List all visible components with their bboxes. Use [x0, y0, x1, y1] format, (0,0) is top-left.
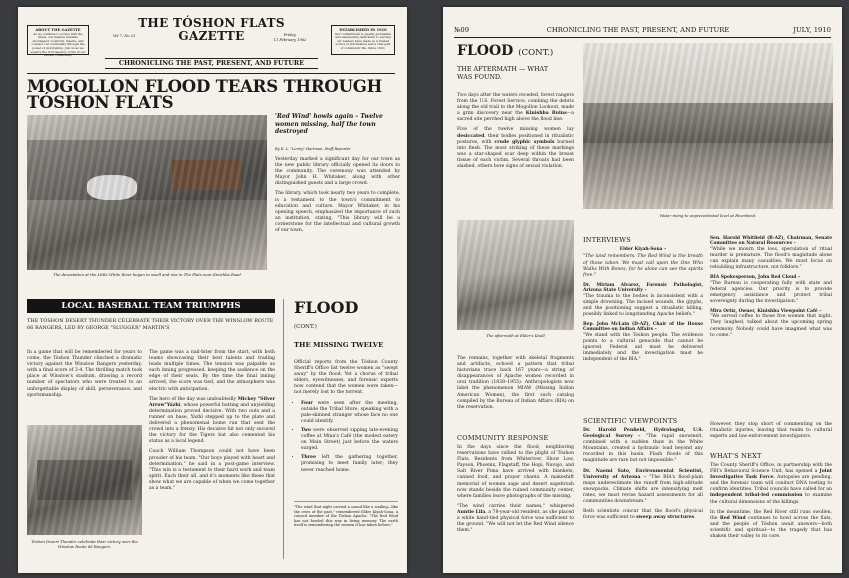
scientists-concur-end: .	[694, 515, 696, 521]
issue-date	[270, 33, 310, 42]
whats-next-p1-start: The County Sheriff's Office, in partnership with the FBI's Behavioral Science Unit, has opened a	[710, 463, 832, 475]
flood-subtitle-line1: THE AFTERMATH — WHAT	[457, 65, 549, 73]
mclain-quote: "We stand with the Tóshon people. The evidence points to a cultural genocide that cannot be ignored. Federal aid must be delivered immediately and the investigation must be independent of the BIA."	[583, 332, 703, 363]
baseball-col2-p2-lead: The hero of the day was undoubtedly	[149, 396, 237, 402]
flood-headline-line2: TÓSHON FLATS	[27, 93, 174, 112]
community-quote-end: , a 78-year-old resident, as she placed a white hand-tied physical force was sufficient to the ground. "We will not let the Red Wind silence them."	[457, 509, 574, 534]
established-box-title: ESTABLISHED IN 1910	[339, 28, 387, 32]
flood-photo-hill	[27, 140, 267, 200]
flood-cont-body	[294, 360, 398, 477]
tribal-commission: independent tribal-led commission	[710, 493, 803, 499]
flood-photo-building	[172, 160, 242, 190]
flood-title-cont: (CONT.)	[518, 48, 554, 58]
flood-subtitle	[457, 65, 577, 81]
baseball-col2	[149, 350, 275, 496]
aftermath-glyphs: crude glyphic symbols	[494, 139, 555, 145]
page-tagline: CHRONICLING THE PAST, PRESENT, AND FUTURE	[546, 26, 730, 34]
left-page	[18, 7, 407, 573]
baseball-photo	[27, 425, 142, 535]
aftermath-p1-end: —a sacred site perched high above the flood line.	[457, 111, 574, 123]
however-body	[710, 422, 832, 444]
community-p1: In the days since the flood, neighboring reservations have rallied to the plight of Tóshon Flats. Residents from Whiteriver, Show Low, Payson, Phoenix, Flagstaff, the Hopi, Navajo, and Salt River Pima have arrived with blankets, canned food, and prayer chants. A makeshift memorial of women sage and desert sagebrush now stands beside the ruined community center, where families leave photographs of the missing.	[457, 445, 574, 499]
whats-next-title: WHAT'S NEXT	[710, 452, 762, 460]
established-box-text: Our commitment to quality journalism and unwavering dedication to serving our readers have made us a trusted source of information and a vital part of community life. Since 1910.	[334, 31, 392, 50]
elder-knoll-caption: The aftermath at Elder's Knoll	[486, 333, 545, 338]
issue-number: №09	[454, 26, 470, 34]
aftermath-p2-start: Five of the twelve missing women lay	[457, 127, 574, 133]
aftermath-desiccated: desiccated	[457, 133, 485, 139]
flood-cont-title: FLOOD	[294, 298, 359, 317]
elder-knoll-photo	[457, 220, 574, 330]
masthead-title-line2: GAZETTE	[178, 29, 245, 43]
alvarez-quote: "The trauma to the bodies is inconsistent with a simple drowning. The incised wounds, the glyphs, and the positioning suggest a ritualistic killing, possibly linked to longstanding Apache beliefs."	[583, 293, 703, 317]
about-box-title: ABOUT THE GAZETTE	[35, 28, 81, 32]
flood-title	[457, 43, 553, 61]
flood-photo-car	[87, 175, 137, 200]
elder-name: Elder Kiyah-Sona –	[619, 247, 667, 252]
community-title: COMMUNITY RESPONSE	[457, 434, 549, 442]
masthead-rule-bottom	[105, 68, 318, 69]
flood-headline-line1: MOGOLLON FLOOD TEARS THROUGH	[27, 77, 383, 96]
interviews-body	[583, 247, 703, 367]
baseball-col2-p1: The game was a nail-biter from the start, with both teams showcasing their best talents and trading leads multiple times. The tension was palpable as each inning progressed, keeping the audience on the edge of their seats. By the time the final inning arrived, the score was tied, and the atmosphere was electric with anticipation.	[149, 350, 275, 392]
masthead-title-line1: THE TÓSHON FLATS	[138, 16, 285, 30]
mira-name: Mira Ortiz, Owner, Kinishba Viewpoint Café –	[710, 308, 822, 314]
community-body	[457, 445, 574, 538]
riverbend-photo-trees	[583, 103, 833, 143]
missing-list	[294, 401, 398, 474]
scientific-body	[583, 428, 703, 525]
scientists-concur-start: Both scientists concur that the flood's physical force was sufficient to	[583, 509, 703, 521]
page-date: JULY, 1910	[793, 26, 831, 34]
missing-list-item	[301, 428, 398, 452]
community-p2	[457, 504, 574, 534]
whitfield-quote: "While we mourn the loss, speculation of ritual murder is premature. The flood's magnitude alone can explain many casualties. We must focus on rebuilding infrastructure, not folklore."	[710, 246, 832, 271]
issue-date-full: 11 February 1962	[273, 37, 307, 42]
aftermath-p2-end: burned into flesh. The most striking of these markings was a star-shaped scar deep within the breast tissue of each victim. Several throats had been slashed, others bore signs of sexual violation.	[457, 139, 574, 170]
flood-byline: By E. L. "Lenny" Hartman, Staff Reporter	[275, 147, 351, 151]
missing-item-count: Two	[301, 427, 311, 433]
remains-body	[457, 356, 574, 415]
missing-item-count: Four	[301, 400, 313, 406]
penfield-name: Dr. Harold Penfield, Hydrologist, U.S. Geological Survey –	[583, 428, 703, 440]
riverbend-photo	[583, 43, 833, 209]
aftermath-p2	[457, 127, 574, 170]
whitfield-name: Sen. Harold Whitfield (R-AZ), Chairman, Senate Committee on Natural Resources –	[710, 236, 832, 247]
flood-story-p1: Yesterday marked a significant day for our town as the new public library officially opened its doors to the community. The ceremony was attended by Mayor John H. Whitaker, along with other distinguished guests and a large crowd.	[275, 157, 400, 187]
interviews-title: INTERVIEWS	[583, 236, 631, 244]
task-force: Joint Investigative Task Force	[710, 469, 832, 481]
whats-next-p1-mid: . Autopsies are pending, and the forensic team will conduct DNA testing to confirm identities. Tribal councils have called for an	[710, 475, 832, 493]
scientists-concur	[583, 509, 703, 521]
red-wind: Red Wind	[719, 515, 746, 521]
whats-next-p1-end: to examine the cultural dimensions of the killings.	[710, 493, 832, 505]
alvarez-name: Dr. Miriam Alvarez, Forensic Pathologist, Arizona State University –	[583, 282, 703, 294]
aftermath-p1-start: Two days after the waters receded, forest rangers from the U.S. Forest Service, combing the debris along the old trail to the Mogollon Lookout, made a grim discovery near the	[457, 93, 574, 117]
flood-story-p2: The library, which took nearly two years to complete, is a testament to the town's commitment to education and culture. Mayor Whitaker, in his opening speech, emphasized the importance of such an institution, stating, "This library will be a cornerstone for the intellectual and cultural growth of our town.	[275, 191, 400, 234]
masthead-tagline: CHRONICLING THE PAST, PRESENT, AND FUTURE	[118, 59, 305, 67]
flood-photo	[27, 115, 267, 270]
about-box-text: As we continue to evolve with the times, our mission remains unchanged: to inform, inspire, and connect our community through the power of storytelling. Join us as we explore the rich tapestry of life in our vibrant community.	[30, 31, 86, 58]
missing-list-item	[301, 455, 398, 473]
sato-quote: "The BIA's flood-plain maps underestimate the runoff from high-altitude snowpacks. Climate shifts are intensifying melt rates, we must revise hazard assessments for all communities downstream."	[583, 474, 703, 505]
missing-item-text: were observed sipping late-evening coffee at Mina's Café (the modest eatery on Main Street) just before the waters surged.	[301, 427, 398, 452]
flood-photo-caption: The devastation at the Little White River began to swell and rise in The Flats near Kinishba Road	[53, 272, 241, 277]
scientific-title: SCIENTIFIC VIEWPOINTS	[583, 417, 678, 425]
aftermath-p2-mid: , their bodies positioned in ritualistic postures, with	[457, 133, 574, 145]
baseball-col2-p2	[149, 397, 275, 446]
column-divider	[283, 299, 286, 559]
mclain-name: Rep. John McLain (D-AZ), Chair of the House Committee on Indian Affairs –	[583, 321, 703, 333]
about-box	[27, 25, 89, 58]
quote-rule	[294, 501, 398, 502]
bia-quote: "The Bureau is cooperating fully with state and federal agencies. Our priority is to provide emergency assistance and protect tribal sovereignty during the investigation."	[710, 280, 832, 304]
aftermath-p1	[457, 93, 574, 123]
whats-next-body	[710, 463, 832, 544]
aftermath-body	[457, 93, 574, 174]
established-box	[331, 25, 395, 55]
flood-title-text: FLOOD	[457, 43, 514, 59]
elder-quote: "The wind that night carried a sound like a wailing—like the cries of the past," remembered Elder Kiyah-Sona, a council member of the Tóshon Apache. "The Red Wind has not howled this way in living memory. The earth itself is remembering the women it has taken before."	[294, 505, 398, 528]
whats-next-p1	[710, 463, 832, 506]
kinishba-ruins: Kinishba Ruins	[525, 111, 567, 117]
issue-date-day: Friday,	[283, 33, 297, 37]
flood-cont-label: (CONT.)	[294, 324, 317, 330]
volume-number: Vol 7, No 23	[113, 34, 136, 38]
masthead-rule-full	[27, 73, 395, 74]
baseball-col2-p2-rest: , whose powerful batting and unyielding determination proved decisive. With two outs and a runner on base, Yázhí stepped up to the plate and delivered a phenomenal home run that sent the crowd into a frenzy. His decisive hit not only secured the victory for the Tigers but also cemented his status as a local legend.	[149, 402, 275, 445]
riverbend-caption: Water rising to unprecedented level at Riverbend.	[659, 213, 757, 218]
baseball-photo-caption: Tóshon Desert Thunder celebrate their victory over the Winslow Route 66 Rangers.	[31, 539, 138, 549]
missing-list-item	[301, 401, 398, 425]
elder-quote-text: "The land remembers. The Red Wind is the breath of those taken. We must call upon the One Who Walks With Bones, for he alone can see the spirits free."	[583, 254, 703, 278]
baseball-hero-name: Mickey "Silver Arrow"Yázhí	[149, 396, 275, 408]
baseball-title: LOCAL BASEBALL TEAM TRIUMPHS	[27, 299, 275, 313]
baseball-col1-p1: In a game that will be remembered for years to come, the Tóshon Thunder clinched a dramatic victory against the Winslow Rangers yesterday, with a final score of 3-4. The thrilling match took place at Winslow's stadium, drawing a record number of spectators who were treated to an unforgettable display of skill, perseverance, and sportsmanship.	[27, 350, 142, 398]
missing-item-text: left the gathering together, promising to meet family later; they never reached home.	[301, 455, 398, 473]
sato-paragraph	[583, 469, 703, 506]
however-p1: However, they stop short of commenting on the ritualistic injuries, leaving that realm to cultural experts and law-enforcement investigators.	[710, 422, 832, 440]
whats-next-p2	[710, 510, 832, 540]
bia-name: BIA Spokesperson, John Red Cloud –	[710, 275, 801, 281]
auntie-lila: Auntie Lila	[457, 509, 486, 515]
missing-item-count: Three	[301, 455, 317, 461]
flood-subhead: 'Red Wind' howls again – Twelve women missing, half the town destroyed	[275, 113, 383, 136]
missing-item-text: were seen after the meeting, outside the Tribal Store, speaking with a pale-skinned stranger whose face no one could identify.	[301, 400, 398, 424]
header-rule	[454, 37, 831, 38]
flood-headline	[27, 79, 397, 111]
community-quote-start: "The wind carries their names," whispered	[457, 503, 574, 509]
penfield-quote: "The rapid snowmelt, combined with a sudden thaw in the White Mountains, created a hydraulic load beyond any recorded in this basin. Flash floods of this magnitude are rare but not impossible."	[583, 434, 703, 464]
baseball-col2-p3: Coach William Thompson could not have been prouder of his team. "Our boys played with heart and determination," he said in a post-game interview. "This win is a testament to their hard work and team spirit. Each their all, and it's moments like these that show what we are capable of when we come together as a team."	[149, 449, 275, 491]
baseball-deck: THE TÓSHON DESERT THUNDER CELEBRATE THEIR VICTORY OVER THE WINSLOW ROUTE 66 RANGERS, LED BY GEORGE "SLUGGER" MARTIN'S	[27, 318, 274, 331]
whats-next-p2-start: In the meantime, the Red River still runs swollen, the	[710, 509, 832, 521]
flood-cont-subtitle: THE MISSING TWELVE	[294, 341, 384, 349]
sweep-away: sweep away structures	[636, 515, 695, 521]
remains-p1: The remains, together with skeletal fragments and artifacts, echoed a pattern that tribal historians trace back 167 years—a string of disappearances of Apache women recorded in oral tradition (1838–1955). Anthropologists now label the phenomenon MIAW (Missing Indian American Women), the first such catalog compiled by the Bureau of Indian Affairs (BIA) on the reservation.	[457, 356, 574, 410]
flood-cont-intro: Official reports from the Tóshon County Sheriff's Office list twelve women as "swept away" by the flood. Yet a chorus of tribal elders, eyewitnesses, and forensic experts now contend that the women were taken—not merely lost to the torrent.	[294, 360, 398, 396]
sato-name: Dr. Naomi Sato, Environmental Scientist, University of Arizona –	[583, 468, 703, 480]
flood-story-body	[275, 157, 400, 238]
right-page	[443, 7, 842, 573]
whats-next-p2-end: continues to howl across the flats, and the people of Tóshon await answers—both scientific and spiritual—to the tragedy that has shaken their valley to its core.	[710, 515, 832, 540]
penfield-paragraph	[583, 428, 703, 465]
mira-quote: "We served coffee to those five women that night. They laughed, talked about the upcoming spring ceremony. Nobody could have imagined what was to come."	[710, 314, 832, 338]
baseball-photo-team	[37, 460, 132, 500]
baseball-col1	[27, 350, 142, 403]
whitfield-body	[710, 236, 832, 343]
flood-subtitle-line2: WAS FOUND.	[457, 73, 502, 81]
